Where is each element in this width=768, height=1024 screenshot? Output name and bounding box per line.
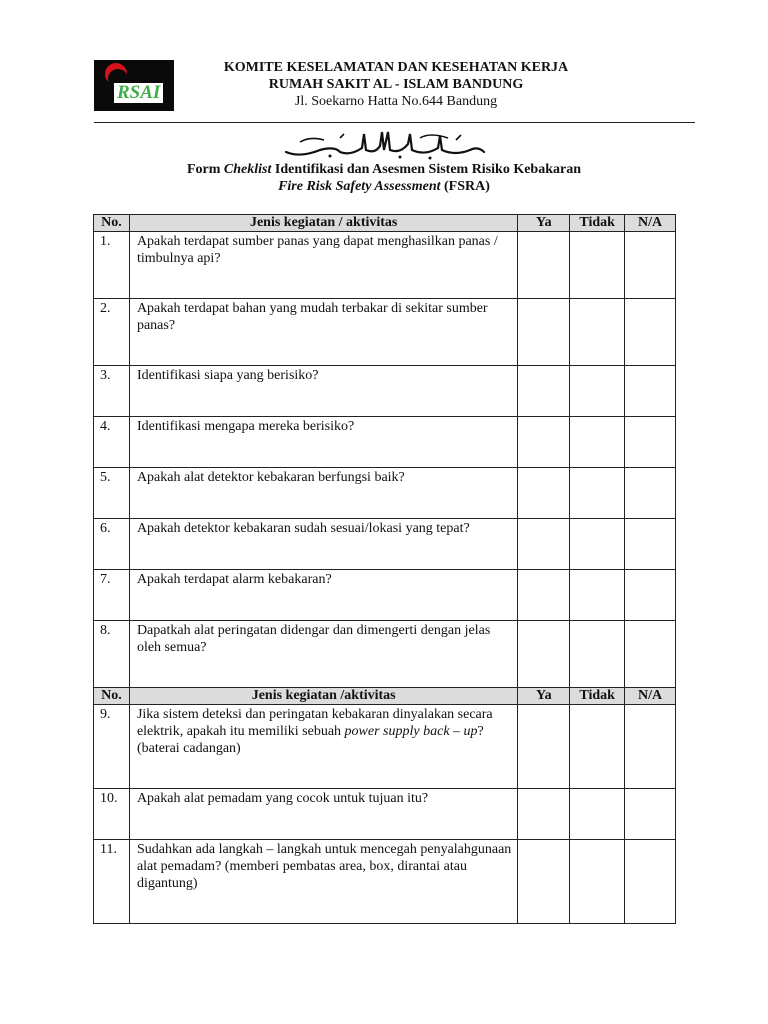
header-divider — [94, 122, 695, 123]
table-row — [94, 468, 676, 519]
na-cell[interactable] — [625, 621, 676, 688]
logo-text: RSAI — [114, 83, 163, 103]
na-cell[interactable] — [625, 366, 676, 417]
row-activity: Apakah terdapat sumber panas yang dapat menghasilkan panas / timbulnya api? — [129, 232, 517, 299]
ya-cell[interactable] — [518, 621, 570, 688]
row-number: 1. — [94, 232, 130, 299]
row-activity: Identifikasi mengapa mereka berisiko? — [129, 417, 517, 468]
row-activity: Apakah alat pemadam yang cocok untuk tujuan itu? — [129, 789, 517, 840]
tidak-cell[interactable] — [570, 621, 625, 688]
header-activity: Jenis kegiatan /aktivitas — [129, 688, 517, 705]
na-cell[interactable] — [625, 789, 676, 840]
ya-cell[interactable] — [518, 232, 570, 299]
table-header-row — [94, 215, 676, 232]
ya-cell[interactable] — [518, 840, 570, 924]
header-na: N/A — [625, 215, 676, 232]
ya-cell[interactable] — [518, 366, 570, 417]
header-no: No. — [94, 215, 130, 232]
tidak-cell[interactable] — [570, 705, 625, 789]
na-cell[interactable] — [625, 232, 676, 299]
na-cell[interactable] — [625, 570, 676, 621]
na-cell[interactable] — [625, 468, 676, 519]
row-number: 3. — [94, 366, 130, 417]
form-subtitle: Fire Risk Safety Assessment (FSRA) — [278, 179, 490, 194]
tidak-cell[interactable] — [570, 366, 625, 417]
tidak-cell[interactable] — [570, 232, 625, 299]
row-activity: Sudahkan ada langkah – langkah untuk mencegah penyalahgunaan alat pemadam? (memberi pembatas area, box, dirantai atau digantung) — [129, 840, 517, 924]
table-row — [94, 366, 676, 417]
hospital-name: RUMAH SAKIT AL - ISLAM BANDUNG — [268, 77, 524, 92]
row-activity: Identifikasi siapa yang berisiko? — [129, 366, 517, 417]
row-number: 7. — [94, 570, 130, 621]
ya-cell[interactable] — [518, 417, 570, 468]
table-row — [94, 417, 676, 468]
row-activity: Apakah detektor kebakaran sudah sesuai/lokasi yang tepat? — [129, 519, 517, 570]
table-row — [94, 570, 676, 621]
header-activity: Jenis kegiatan / aktivitas — [129, 215, 517, 232]
row-activity: Apakah terdapat bahan yang mudah terbakar di sekitar sumber panas? — [129, 299, 517, 366]
ya-cell[interactable] — [518, 570, 570, 621]
header-ya: Ya — [518, 688, 570, 705]
row-number: 9. — [94, 705, 130, 789]
ya-cell[interactable] — [518, 705, 570, 789]
header-tidak: Tidak — [570, 215, 625, 232]
committee-name: KOMITE KESELAMATAN DAN KESEHATAN KERJA — [223, 60, 569, 75]
tidak-cell[interactable] — [570, 299, 625, 366]
table-row — [94, 705, 676, 789]
ya-cell[interactable] — [518, 519, 570, 570]
row-activity: Apakah terdapat alarm kebakaran? — [129, 570, 517, 621]
row-number: 10. — [94, 789, 130, 840]
header-na: N/A — [625, 688, 676, 705]
header-ya: Ya — [518, 215, 570, 232]
ya-cell[interactable] — [518, 299, 570, 366]
tidak-cell[interactable] — [570, 570, 625, 621]
checklist-table — [93, 214, 676, 924]
table-header-row-repeat — [94, 688, 676, 705]
header-no: No. — [94, 688, 130, 705]
row-number: 11. — [94, 840, 130, 924]
na-cell[interactable] — [625, 840, 676, 924]
table-row — [94, 840, 676, 924]
row-number: 2. — [94, 299, 130, 366]
ya-cell[interactable] — [518, 468, 570, 519]
na-cell[interactable] — [625, 417, 676, 468]
rsai-logo — [94, 60, 174, 111]
na-cell[interactable] — [625, 519, 676, 570]
row-number: 5. — [94, 468, 130, 519]
form-title: Form Cheklist Identifikasi dan Asesmen Sistem Risiko Kebakaran — [186, 162, 581, 177]
ya-cell[interactable] — [518, 789, 570, 840]
row-activity: Dapatkah alat peringatan didengar dan dimengerti dengan jelas oleh semua? — [129, 621, 517, 688]
row-number: 8. — [94, 621, 130, 688]
row-activity: Apakah alat detektor kebakaran berfungsi baik? — [129, 468, 517, 519]
na-cell[interactable] — [625, 705, 676, 789]
hospital-address: Jl. Soekarno Hatta No.644 Bandung — [294, 94, 498, 109]
table-row — [94, 299, 676, 366]
bismillah-calligraphy — [280, 128, 490, 165]
tidak-cell[interactable] — [570, 519, 625, 570]
header-tidak: Tidak — [570, 688, 625, 705]
tidak-cell[interactable] — [570, 468, 625, 519]
table-row — [94, 621, 676, 688]
tidak-cell[interactable] — [570, 789, 625, 840]
row-activity: Jika sistem deteksi dan peringatan kebakaran dinyalakan secara elektrik, apakah itu memiliki sebuah power supply back – up? (baterai cadangan) — [129, 705, 517, 789]
row-number: 6. — [94, 519, 130, 570]
row-number: 4. — [94, 417, 130, 468]
table-row — [94, 519, 676, 570]
table-row — [94, 789, 676, 840]
na-cell[interactable] — [625, 299, 676, 366]
table-row — [94, 232, 676, 299]
tidak-cell[interactable] — [570, 417, 625, 468]
tidak-cell[interactable] — [570, 840, 625, 924]
